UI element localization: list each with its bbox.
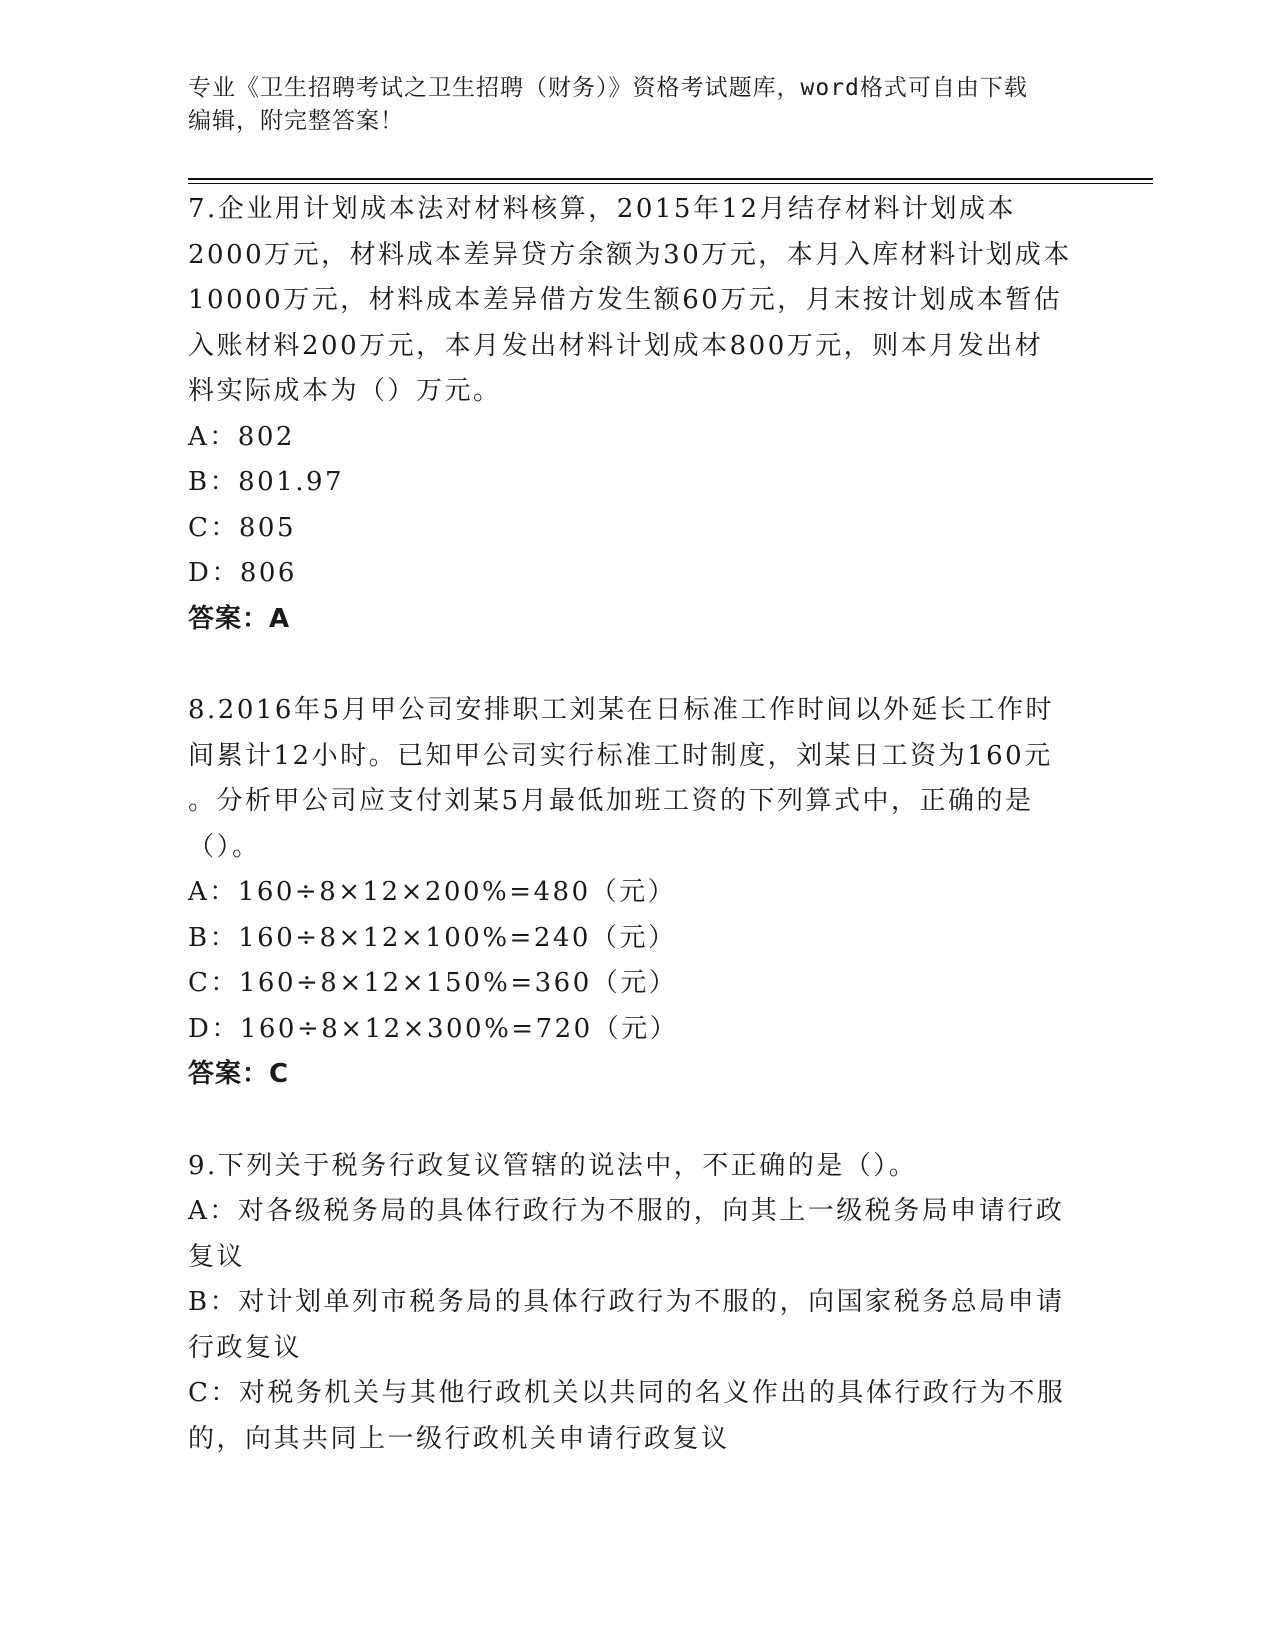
- answer-key: 答案：A: [188, 603, 291, 634]
- question-9: [188, 1144, 1088, 1463]
- answer-option: C：805: [188, 512, 297, 543]
- answer-option: B：801.97: [188, 467, 345, 497]
- question-7: [188, 187, 1088, 642]
- question-stem-line: 2000万元，材料成本差异贷方余额为30万元，本月入库材料计划成本: [188, 239, 1072, 270]
- question-spacer: [188, 1098, 1088, 1144]
- question-stem-line: 8.2016年5月甲公司安排职工刘某在日标准工作时间以外延长工作时: [188, 695, 1055, 725]
- question-spacer: [188, 642, 1088, 688]
- question-stem-line: 入账材料200万元，本月发出材料计划成本800万元，则本月发出材: [188, 330, 1044, 361]
- header-divider-thin: [188, 183, 1153, 184]
- question-stem-line: 10000万元，材料成本差异借方发生额60万元，月末按计划成本暂估: [188, 285, 1063, 315]
- question-stem-line: 料实际成本为（）万元。: [188, 376, 502, 406]
- question-stem-line: 9.下列关于税务行政复议管辖的说法中，不正确的是（）。: [188, 1150, 918, 1181]
- document-header: [188, 72, 1088, 138]
- answer-option: A：802: [188, 421, 295, 452]
- answer-option: 行政复议: [188, 1332, 303, 1363]
- answer-option: C：对税务机关与其他行政机关以共同的名义作出的具体行政行为不服: [188, 1378, 1066, 1408]
- answer-key: 答案：C: [188, 1059, 290, 1089]
- question-stem-line: （）。: [188, 831, 261, 862]
- answer-option: A：对各级税务局的具体行政行为不服的，向其上一级税务局申请行政: [188, 1196, 1065, 1226]
- question-8: [188, 688, 1088, 1098]
- question-stem-line: 。分析甲公司应支付刘某5月最低加班工资的下列算式中，正确的是: [188, 786, 1034, 816]
- header-line-2: 编辑，附完整答案！: [188, 108, 404, 134]
- answer-option: B：160÷8×12×100%=240（元）: [188, 922, 677, 953]
- answer-option: 复议: [188, 1241, 246, 1272]
- header-divider-thick: [188, 178, 1153, 180]
- question-stem-line: 7.企业用计划成本法对材料核算，2015年12月结存材料计划成本: [188, 194, 1017, 224]
- answer-option: C：160÷8×12×150%=360（元）: [188, 968, 678, 998]
- answer-option: A：160÷8×12×200%=480（元）: [188, 877, 677, 907]
- header-line-1: 专业《卫生招聘考试之卫生招聘（财务）》资格考试题库，word格式可自由下载: [188, 75, 1028, 101]
- answer-option: B：对计划单列市税务局的具体行政行为不服的，向国家税务总局申请: [188, 1287, 1065, 1317]
- question-stem-line: 间累计12小时。已知甲公司实行标准工时制度，刘某日工资为160元: [188, 740, 1053, 771]
- answer-option: 的，向其共同上一级行政机关申请行政复议: [188, 1423, 730, 1454]
- answer-option: D：160÷8×12×300%=720（元）: [188, 1013, 679, 1044]
- answer-option: D：806: [188, 558, 297, 588]
- question-list: [188, 187, 1088, 1462]
